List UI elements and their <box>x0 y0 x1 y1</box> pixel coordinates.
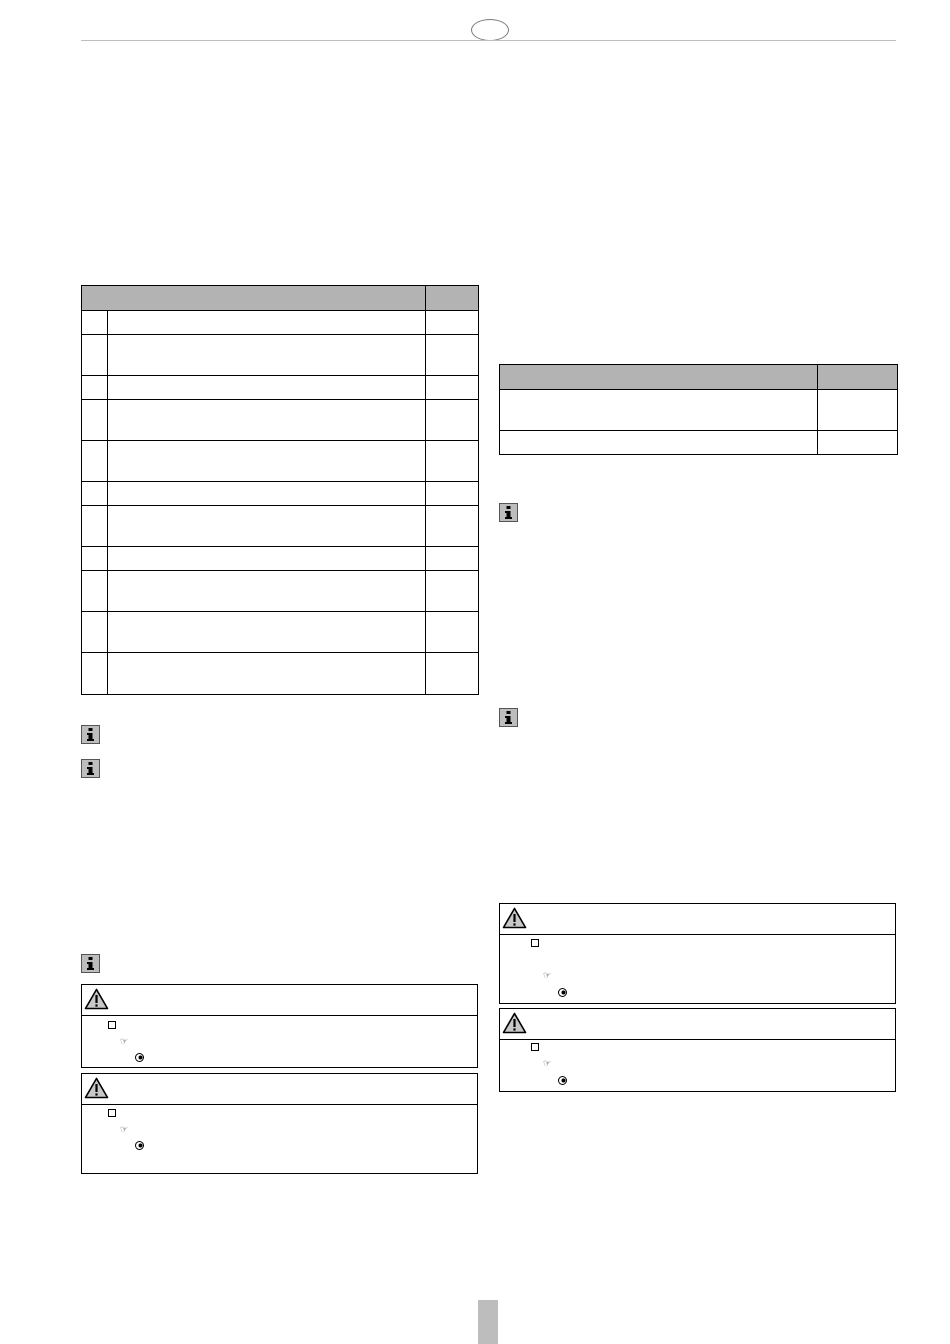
header-rule <box>81 40 896 41</box>
pointing-hand-icon: ☞ <box>120 1124 129 1134</box>
table-header-cell <box>426 286 479 311</box>
warning-triangle-icon <box>84 988 109 1010</box>
table-row <box>82 376 479 400</box>
checkbox-icon <box>531 1043 539 1051</box>
warning-header <box>500 1009 895 1040</box>
pointing-hand-icon: ☞ <box>120 1036 129 1046</box>
row-number <box>82 335 108 376</box>
row-name <box>108 311 426 335</box>
page-number-tab <box>478 1300 498 1344</box>
circle-bullet-icon <box>135 1053 144 1062</box>
row-name <box>108 335 426 376</box>
circle-bullet-icon <box>135 1141 144 1150</box>
row-number <box>82 653 108 695</box>
circle-bullet-icon <box>558 1076 567 1085</box>
row-qty <box>426 506 479 547</box>
row-qty <box>426 482 479 506</box>
warning-header <box>82 1074 477 1105</box>
row-number <box>82 482 108 506</box>
row-number <box>82 571 108 612</box>
row-name <box>108 400 426 441</box>
warning-triangle-icon <box>502 907 527 929</box>
row-name <box>108 482 426 506</box>
row-qty <box>426 441 479 482</box>
row-qty <box>426 335 479 376</box>
row-name <box>500 431 818 455</box>
table-row <box>82 653 479 695</box>
info-icon <box>499 708 518 727</box>
table-row <box>82 335 479 376</box>
row-number <box>82 547 108 571</box>
row-name <box>108 376 426 400</box>
row-qty <box>426 612 479 653</box>
row-number <box>82 506 108 547</box>
parts-table-left <box>81 285 479 695</box>
info-icon <box>81 759 100 778</box>
table-row <box>82 441 479 482</box>
row-qty <box>426 571 479 612</box>
row-name <box>108 571 426 612</box>
circle-bullet-icon <box>558 988 567 997</box>
table-row <box>82 506 479 547</box>
row-qty <box>426 653 479 695</box>
row-number <box>82 376 108 400</box>
row-qty <box>426 311 479 335</box>
row-qty <box>426 400 479 441</box>
language-badge <box>471 19 509 41</box>
row-name <box>108 612 426 653</box>
table-header-cell <box>818 365 898 390</box>
table-row <box>82 547 479 571</box>
row-qty <box>426 376 479 400</box>
table-row <box>82 612 479 653</box>
row-name <box>108 441 426 482</box>
warning-box <box>499 1008 896 1092</box>
table-row <box>82 482 479 506</box>
info-icon <box>499 503 518 522</box>
row-number <box>82 311 108 335</box>
row-name <box>108 547 426 571</box>
warning-header <box>500 904 895 935</box>
row-qty <box>818 390 898 431</box>
warning-header <box>82 985 477 1016</box>
row-name <box>108 506 426 547</box>
warning-triangle-icon <box>502 1012 527 1034</box>
warning-box <box>81 984 478 1068</box>
row-qty <box>426 547 479 571</box>
row-number <box>82 400 108 441</box>
pointing-hand-icon: ☞ <box>543 970 552 980</box>
table-header-cell <box>82 286 426 311</box>
row-qty <box>818 431 898 455</box>
table-row <box>500 431 898 455</box>
checkbox-icon <box>108 1021 116 1029</box>
info-icon <box>81 954 100 973</box>
row-name <box>500 390 818 431</box>
warning-box <box>81 1073 478 1174</box>
info-icon <box>81 725 100 744</box>
table-row <box>82 400 479 441</box>
table-row <box>500 390 898 431</box>
row-number <box>82 612 108 653</box>
warning-triangle-icon <box>84 1077 109 1099</box>
parts-table-right <box>499 364 898 455</box>
warning-box <box>499 903 896 1004</box>
table-row <box>82 571 479 612</box>
table-row <box>82 311 479 335</box>
table-header-row <box>82 286 479 311</box>
table-header-row <box>500 365 898 390</box>
pointing-hand-icon: ☞ <box>543 1058 552 1068</box>
row-name <box>108 653 426 695</box>
row-number <box>82 441 108 482</box>
table-header-cell <box>500 365 818 390</box>
checkbox-icon <box>108 1109 116 1117</box>
checkbox-icon <box>531 939 539 947</box>
